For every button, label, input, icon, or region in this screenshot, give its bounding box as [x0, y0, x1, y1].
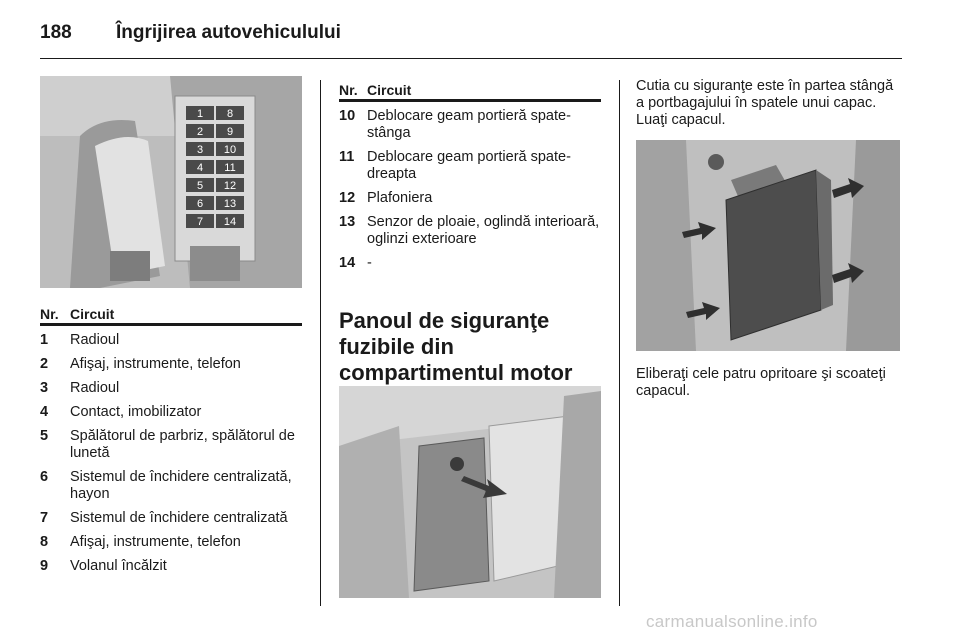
row-number: 12 [339, 190, 356, 206]
row-number: 2 [40, 356, 49, 372]
row-text: Contact, imobilizator [70, 404, 202, 420]
fuse-label: 10 [223, 144, 237, 156]
row-number: 6 [40, 469, 49, 485]
fuse-label: 14 [223, 216, 237, 228]
page-number: 188 [40, 22, 72, 43]
table-row [339, 214, 601, 248]
fuse-label: 1 [196, 108, 204, 120]
table-row [339, 255, 601, 272]
fuse-cover-image [636, 140, 900, 351]
page-header [40, 14, 902, 54]
table-row [40, 469, 302, 503]
row-number: 5 [40, 428, 49, 444]
fuse-box-image [40, 76, 302, 288]
middle-table-body [339, 108, 601, 279]
table-row [40, 380, 302, 397]
row-text: Senzor de ploaie, oglindă interioară, oglinzi exterioare [367, 214, 600, 247]
table-row [339, 149, 601, 183]
col-circuit-header: Circuit [367, 82, 412, 98]
row-text: Sistemul de închidere centralizată [70, 510, 288, 526]
table-row [40, 510, 302, 527]
row-text: Volanul încălzit [70, 558, 167, 574]
table-row [40, 428, 302, 462]
row-number: 13 [339, 214, 356, 230]
fuse-label: 11 [224, 162, 236, 174]
row-number: 14 [339, 255, 356, 271]
column-divider-left [320, 80, 321, 606]
left-table-header [40, 306, 302, 324]
fuse-label: 4 [196, 162, 204, 174]
fuse-label: 5 [196, 180, 204, 192]
row-number: 1 [40, 332, 49, 348]
col-circuit-header: Circuit [70, 306, 115, 322]
left-table-rule [40, 323, 302, 326]
watermark: carmanualsonline.info [646, 612, 818, 631]
col-nr-header: Nr. [40, 306, 59, 322]
fuse-label: 6 [196, 198, 204, 210]
left-table-body [40, 332, 302, 582]
section-heading: Panoul de siguranţe fuzibile din compartimentul motor [339, 308, 573, 385]
fuse-label: 12 [223, 180, 237, 192]
fuse-label: 2 [196, 126, 204, 138]
row-text: Afişaj, instrumente, telefon [70, 356, 241, 372]
middle-table-header [339, 82, 601, 100]
table-row [40, 356, 302, 373]
row-number: 7 [40, 510, 49, 526]
table-row [40, 404, 302, 421]
fuse-label: 13 [223, 198, 237, 210]
column-divider-right [619, 80, 620, 606]
row-number: 11 [339, 149, 355, 165]
fuse-label: 9 [226, 126, 234, 138]
row-text: Deblocare geam portieră spate- dreapta [367, 149, 571, 182]
table-row [339, 108, 601, 142]
row-text: Radioul [70, 380, 120, 396]
row-text: Sistemul de închidere centralizată, hayon [70, 469, 292, 502]
fuse-label: 7 [196, 216, 204, 228]
row-number: 9 [40, 558, 49, 574]
row-number: 3 [40, 380, 49, 396]
table-row [40, 534, 302, 551]
table-row [339, 190, 601, 207]
row-number: 8 [40, 534, 49, 550]
fuse-label: 3 [196, 144, 204, 156]
instruction-paragraph: Eliberaţi cele patru opritoare şi scoateţi capacul. [636, 366, 886, 399]
row-text: Plafoniera [367, 190, 433, 206]
row-text: Radioul [70, 332, 120, 348]
intro-paragraph: Cutia cu siguranţe este în partea stângă a portbagajului în spatele unui capac. Luaţi capacul. [636, 78, 894, 128]
fuse-label: 8 [226, 108, 234, 120]
row-text: - [367, 255, 372, 271]
middle-table-rule [339, 99, 601, 102]
col-nr-header: Nr. [339, 82, 358, 98]
trunk-image [339, 386, 601, 598]
page-title: Îngrijirea autovehiculului [116, 22, 341, 43]
table-row [40, 558, 302, 575]
row-text: Afişaj, instrumente, telefon [70, 534, 241, 550]
table-row [40, 332, 302, 349]
row-text: Spălătorul de parbriz, spălătorul de lunetă [70, 428, 295, 461]
header-rule [40, 58, 902, 59]
row-number: 4 [40, 404, 49, 420]
row-number: 10 [339, 108, 356, 124]
row-text: Deblocare geam portieră spate- stânga [367, 108, 571, 141]
